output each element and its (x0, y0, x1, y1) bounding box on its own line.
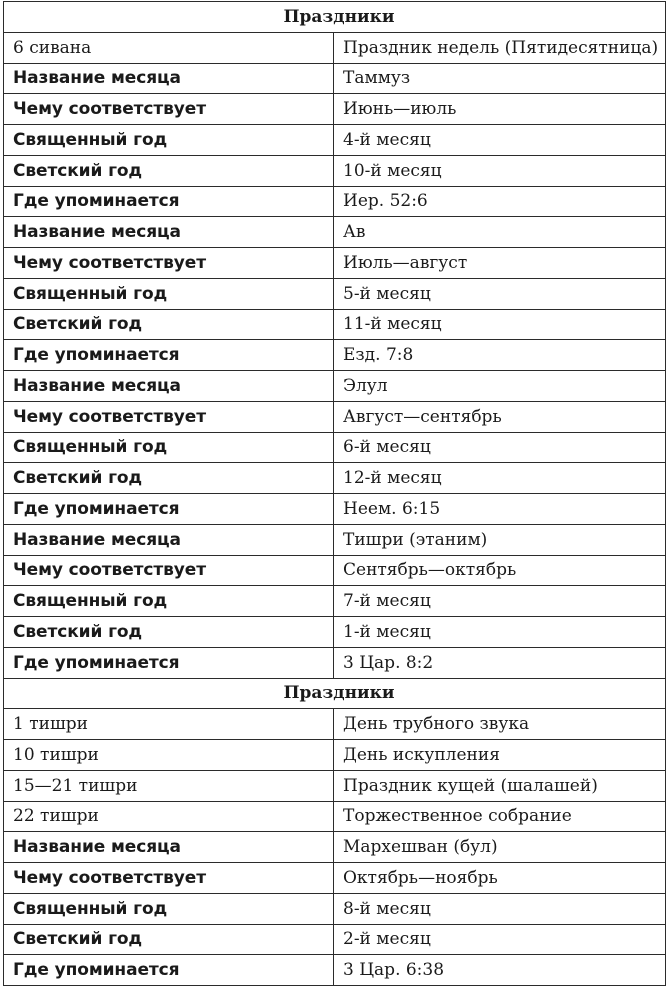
field-value: 4-й месяц (334, 125, 666, 156)
field-value: Таммуз (334, 63, 666, 94)
field-value: Мархешван (бул) (334, 832, 666, 863)
month-field-row (4, 125, 666, 156)
field-label: Чему соответствует (4, 863, 334, 894)
month-field-row (4, 647, 666, 678)
section-header-row (4, 2, 666, 33)
section-header: Праздники (4, 2, 666, 33)
field-label: Священный год (4, 432, 334, 463)
field-label: Священный год (4, 278, 334, 309)
field-label: Название месяца (4, 832, 334, 863)
field-label: Священный год (4, 125, 334, 156)
month-field-row (4, 555, 666, 586)
field-label: Где упоминается (4, 647, 334, 678)
month-field-row (4, 63, 666, 94)
holiday-name: Праздник кущей (шалашей) (334, 770, 666, 801)
field-label: Где упоминается (4, 340, 334, 371)
field-value: 12-й месяц (334, 463, 666, 494)
holiday-row (4, 32, 666, 63)
month-field-row (4, 494, 666, 525)
month-field-row (4, 893, 666, 924)
holiday-row (4, 709, 666, 740)
holiday-name: День искупления (334, 740, 666, 771)
field-value: 7-й месяц (334, 586, 666, 617)
field-label: Священный год (4, 893, 334, 924)
holiday-date: 6 сивана (4, 32, 334, 63)
month-field-row (4, 432, 666, 463)
field-value: 8-й месяц (334, 893, 666, 924)
holiday-row (4, 770, 666, 801)
field-label: Где упоминается (4, 186, 334, 217)
month-field-row (4, 371, 666, 402)
field-label: Светский год (4, 924, 334, 955)
month-field-row (4, 340, 666, 371)
field-label: Чему соответствует (4, 248, 334, 279)
field-value: Езд. 7:8 (334, 340, 666, 371)
field-value: 11-й месяц (334, 309, 666, 340)
holiday-date: 15—21 тишри (4, 770, 334, 801)
field-label: Название месяца (4, 371, 334, 402)
field-value: Сентябрь—октябрь (334, 555, 666, 586)
month-field-row (4, 217, 666, 248)
field-label: Чему соответствует (4, 401, 334, 432)
table-body (4, 2, 666, 986)
field-label: Где упоминается (4, 494, 334, 525)
month-field-row (4, 186, 666, 217)
field-label: Чему соответствует (4, 94, 334, 125)
month-field-row (4, 924, 666, 955)
field-value: 2-й месяц (334, 924, 666, 955)
field-value: 3 Цар. 6:38 (334, 955, 666, 986)
month-field-row (4, 155, 666, 186)
field-label: Где упоминается (4, 955, 334, 986)
holiday-name: Праздник недель (Пятидесятница) (334, 32, 666, 63)
field-value: Неем. 6:15 (334, 494, 666, 525)
holiday-date: 10 тишри (4, 740, 334, 771)
field-value: 5-й месяц (334, 278, 666, 309)
month-field-row (4, 524, 666, 555)
month-field-row (4, 309, 666, 340)
field-label: Священный год (4, 586, 334, 617)
field-label: Название месяца (4, 63, 334, 94)
month-field-row (4, 832, 666, 863)
field-label: Название месяца (4, 217, 334, 248)
field-label: Название месяца (4, 524, 334, 555)
field-value: Иер. 52:6 (334, 186, 666, 217)
holiday-name: День трубного звука (334, 709, 666, 740)
field-value: Август—сентябрь (334, 401, 666, 432)
month-field-row (4, 94, 666, 125)
hebrew-calendar-table (3, 1, 666, 986)
section-header-row (4, 678, 666, 709)
month-field-row (4, 278, 666, 309)
field-label: Светский год (4, 617, 334, 648)
field-value: Июнь—июль (334, 94, 666, 125)
field-value: 10-й месяц (334, 155, 666, 186)
month-field-row (4, 401, 666, 432)
field-value: Июль—август (334, 248, 666, 279)
month-field-row (4, 586, 666, 617)
month-field-row (4, 248, 666, 279)
month-field-row (4, 863, 666, 894)
field-value: 1-й месяц (334, 617, 666, 648)
field-label: Светский год (4, 309, 334, 340)
month-field-row (4, 617, 666, 648)
field-value: Элул (334, 371, 666, 402)
field-label: Светский год (4, 463, 334, 494)
field-label: Светский год (4, 155, 334, 186)
field-value: Тишри (этаним) (334, 524, 666, 555)
month-field-row (4, 463, 666, 494)
field-value: 6-й месяц (334, 432, 666, 463)
holiday-row (4, 740, 666, 771)
holiday-date: 1 тишри (4, 709, 334, 740)
section-header: Праздники (4, 678, 666, 709)
field-value: Октябрь—ноябрь (334, 863, 666, 894)
field-label: Чему соответствует (4, 555, 334, 586)
holiday-name: Торжественное собрание (334, 801, 666, 832)
holiday-date: 22 тишри (4, 801, 334, 832)
field-value: 3 Цар. 8:2 (334, 647, 666, 678)
field-value: Ав (334, 217, 666, 248)
month-field-row (4, 955, 666, 986)
holiday-row (4, 801, 666, 832)
